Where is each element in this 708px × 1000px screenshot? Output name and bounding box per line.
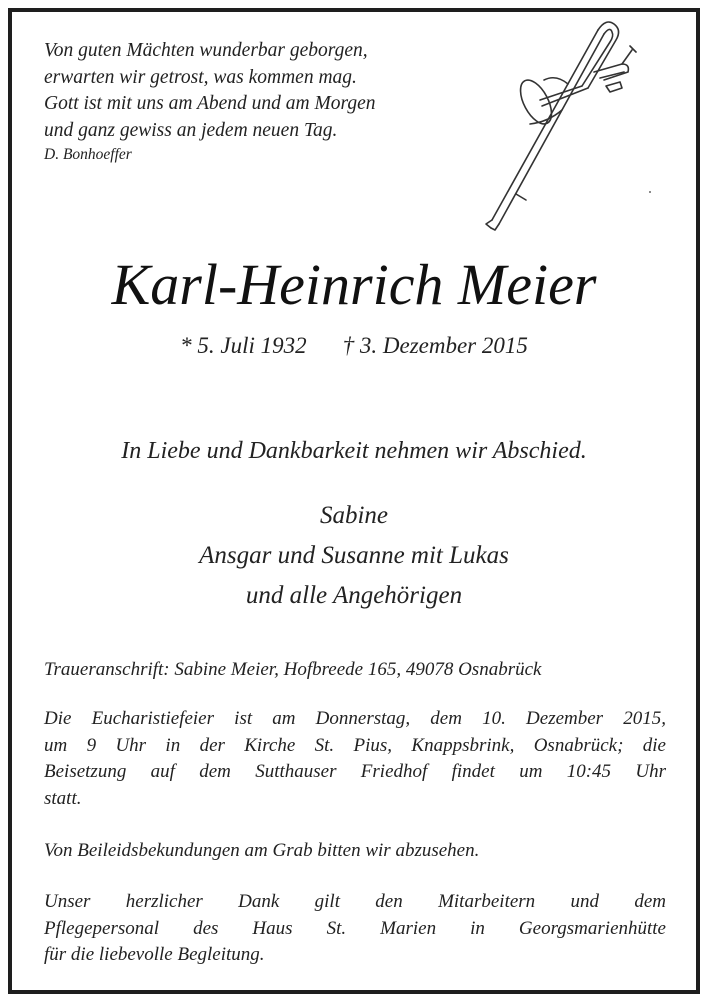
condolence-note bbox=[44, 838, 666, 865]
quote-author: D. Bonhoeffer bbox=[44, 146, 132, 163]
service-line: Beisetzung auf dem Sutthauser Friedhof findet um 10:45 Uhr bbox=[44, 761, 666, 782]
mourner-line: Ansgar und Susanne mit Lukas bbox=[199, 542, 509, 569]
mourning-address bbox=[44, 657, 666, 684]
life-dates bbox=[0, 330, 708, 362]
service-line: statt. bbox=[44, 787, 82, 809]
service-line: um 9 Uhr in der Kirche St. Pius, Knappsbrink, Osnabrück; die bbox=[44, 734, 666, 756]
quote-line: Von guten Mächten wunderbar geborgen, bbox=[44, 40, 368, 61]
mourner-line: und alle Angehörigen bbox=[245, 582, 463, 609]
thanks-line: Pflegepersonal des Haus St. Marien in Georgsmarienhütte bbox=[44, 917, 666, 939]
service-details bbox=[44, 706, 666, 812]
birth-date: * 5. Juli 1932 bbox=[180, 333, 307, 358]
service-line: Die Eucharistiefeier ist am Donnerstag, dem 10. Dezember 2015, bbox=[44, 708, 666, 729]
quote-line: erwarten wir getrost, was kommen mag. bbox=[44, 66, 357, 88]
thanks-line: für die liebevolle Begleitung. bbox=[44, 944, 265, 965]
condolence-note-text: Von Beileidsbekundungen am Grab bitten wir abzusehen. bbox=[44, 840, 480, 861]
farewell-line: In Liebe und Dankbarkeit nehmen wir Abschied. bbox=[121, 438, 587, 464]
mourner-line: Sabine bbox=[319, 502, 389, 529]
bonhoeffer-quote bbox=[44, 38, 376, 166]
trombone-icon bbox=[482, 14, 654, 236]
death-date: † 3. Dezember 2015 bbox=[342, 333, 528, 358]
mourning-address-text: Traueranschrift: Sabine Meier, Hofbreede 165, 49078 Osnabrück bbox=[44, 659, 542, 680]
thanks-note bbox=[44, 889, 666, 969]
deceased-name: Karl-Heinrich Meier bbox=[111, 252, 597, 317]
mourners-list bbox=[0, 496, 708, 616]
quote-line: Gott ist mit uns am Abend und am Morgen bbox=[44, 93, 376, 114]
quote-line: und ganz gewiss an jedem neuen Tag. bbox=[44, 119, 338, 141]
thanks-line: Unser herzlicher Dank gilt den Mitarbeitern und dem bbox=[44, 891, 666, 912]
